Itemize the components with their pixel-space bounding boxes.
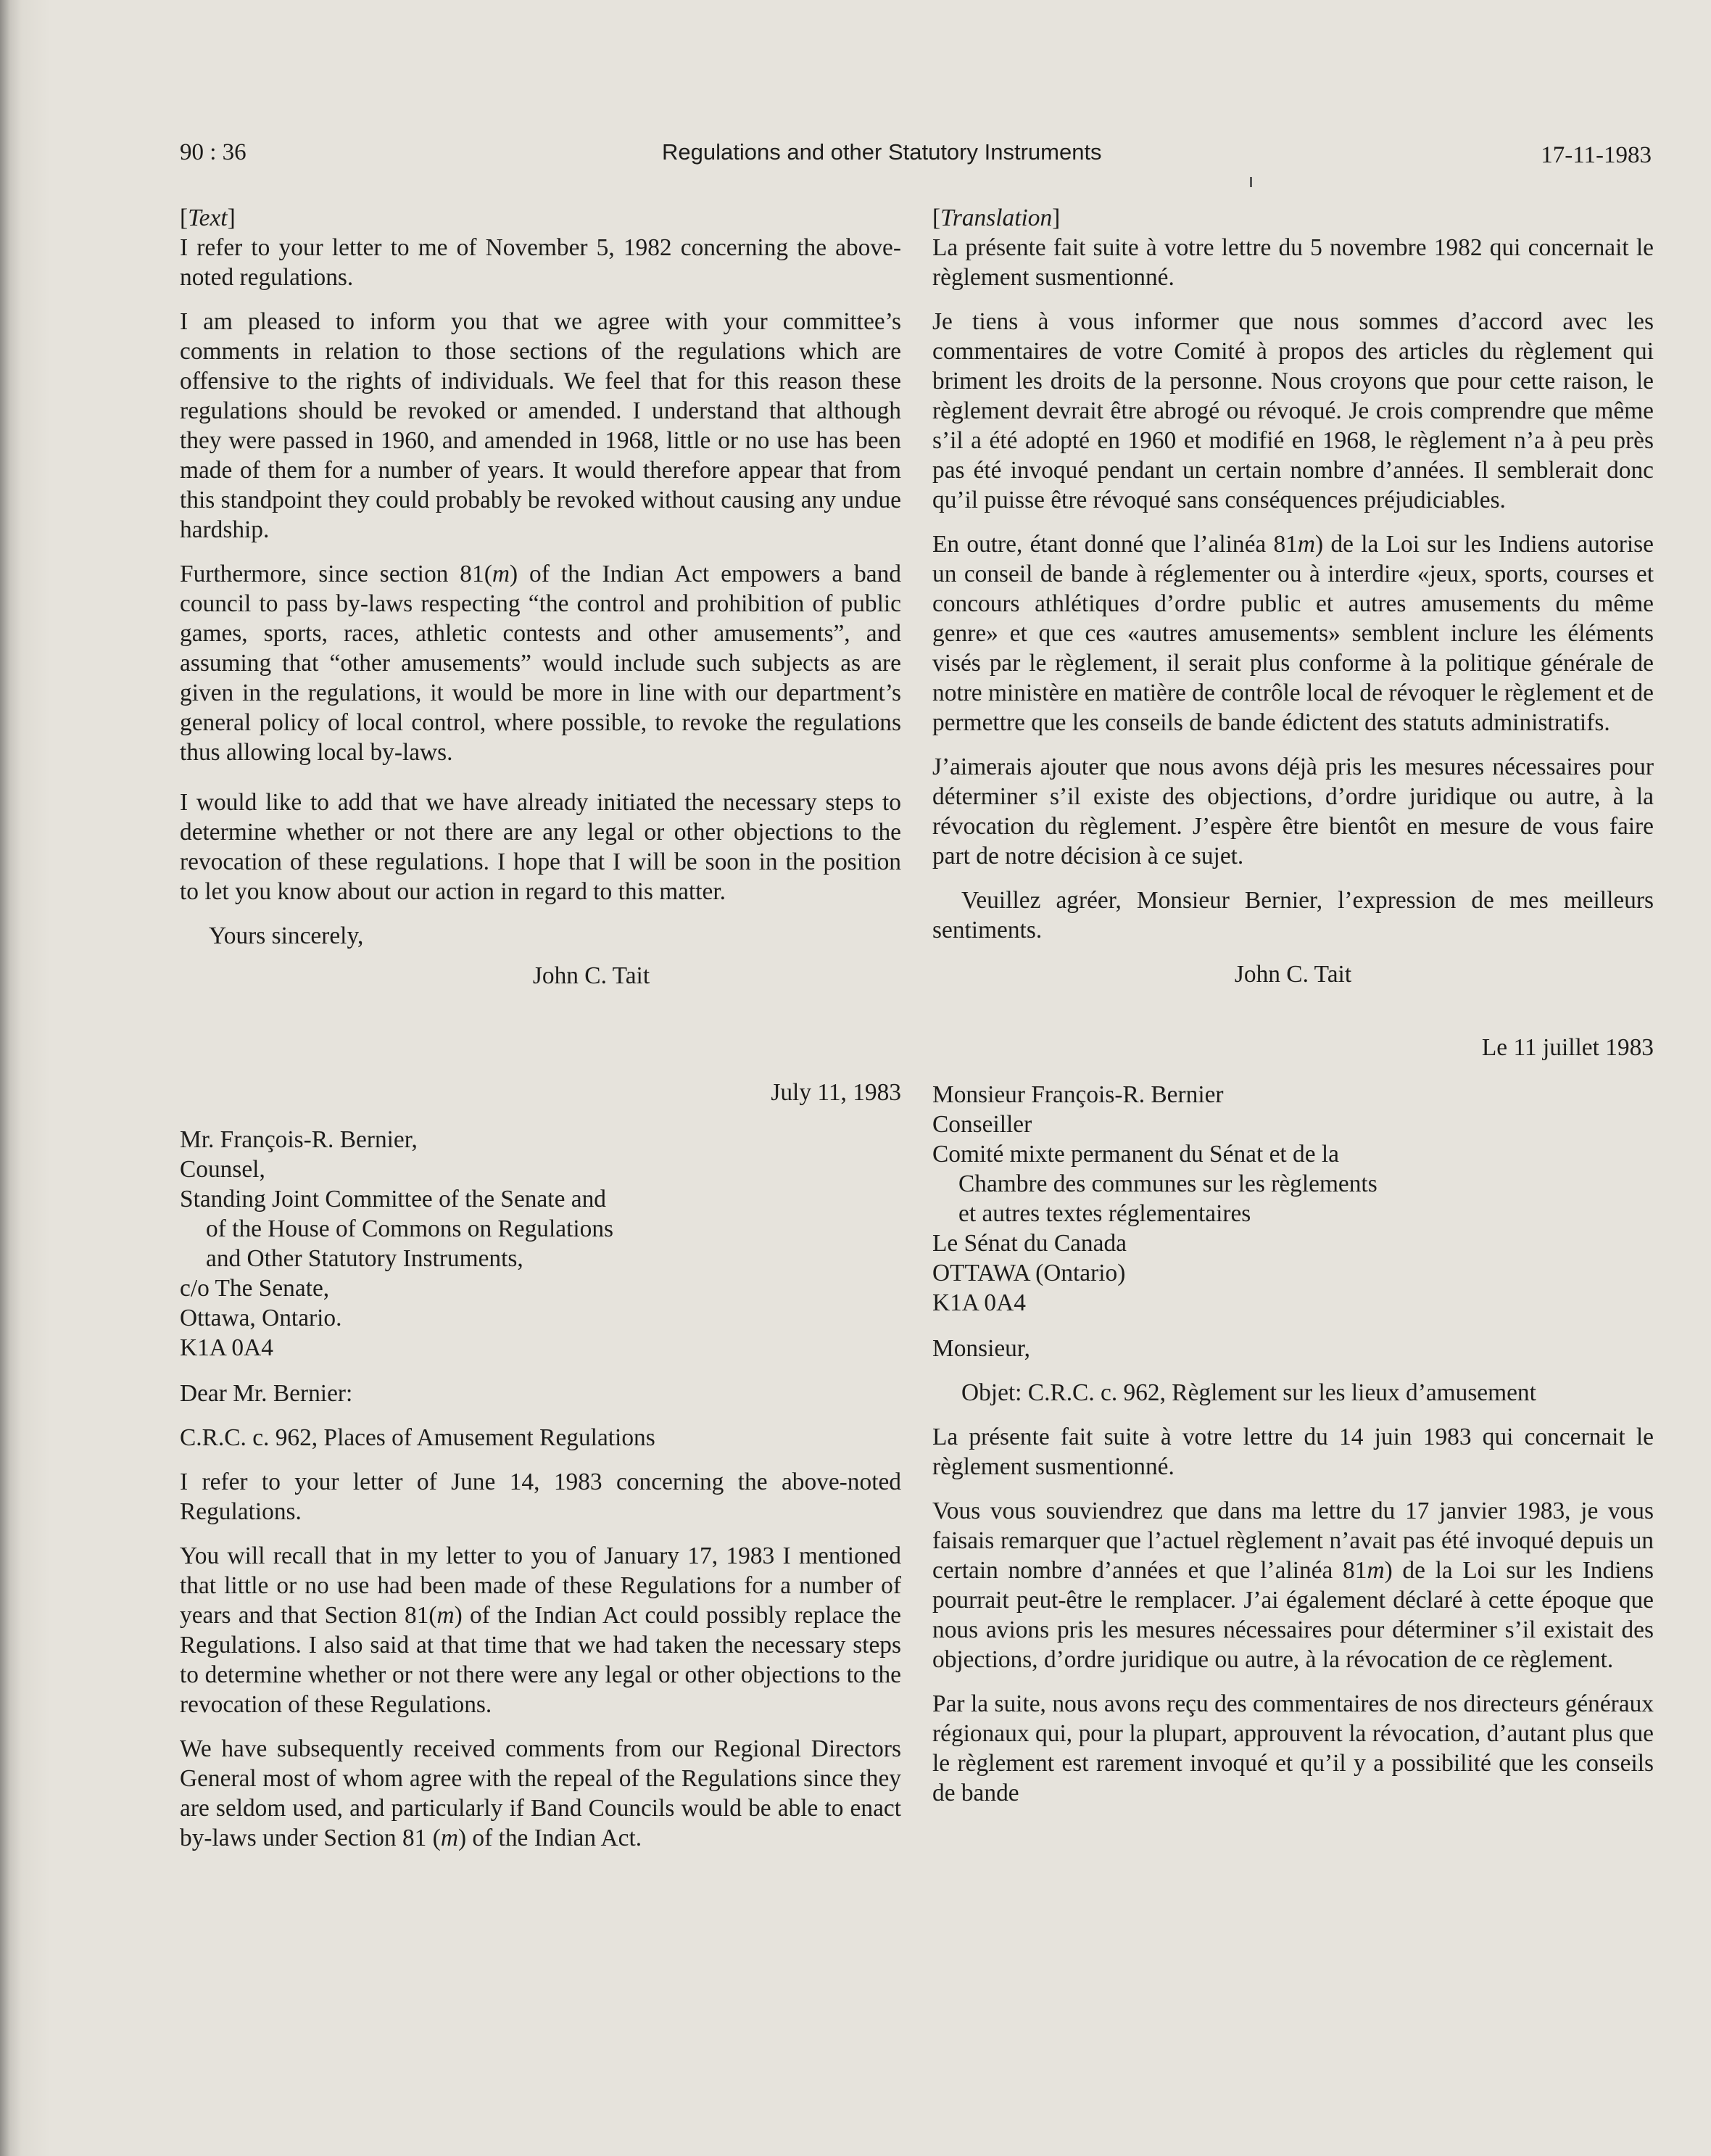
paragraph: La présente fait suite à votre lettre du 5 novembre 1982 qui concernait le règlement susmentionné. bbox=[932, 234, 1654, 291]
address-block: Monsieur François-R. Bernier Conseiller Comité mixte permanent du Sénat et de la Chambre des communes sur les règlements et autres textes réglementaires Le Sénat du Canada OTTAWA (Ontario) K1A 0A4 bbox=[932, 1081, 1378, 1316]
english-column bbox=[180, 203, 901, 1867]
section-heading: [Translation] bbox=[932, 205, 1061, 231]
publication-title: Regulations and other Statutory Instruments bbox=[662, 139, 1102, 165]
header-mark bbox=[1250, 177, 1252, 187]
paragraph: Furthermore, since section 81(m) of the Indian Act empowers a band council to pass by-laws respecting “the control and prohibition of public games, sports, races, athletic contests and other amusements”, and assuming that “other amusements” would include such subjects as are given in the regulations, it would be more in line with our department’s general policy of local control, where possible, to revoke the regulations thus allowing local by-laws. bbox=[180, 561, 901, 766]
paragraph: I am pleased to inform you that we agree with your committee’s comments in relation to those sections of the regulations which are offensive to the rights of individuals. We feel that for this reason these regulations should be revoked or amended. I understand that although they were passed in 1960, and amended in 1968, little or no use has been made of them for a number of years. It would therefore appear that from this standpoint they could probably be revoked without causing any undue hardship. bbox=[180, 308, 901, 543]
letter-date: Le 11 juillet 1983 bbox=[1481, 1034, 1654, 1061]
issue-date: 17-11-1983 bbox=[1541, 142, 1652, 168]
paragraph: En outre, étant donné que l’alinéa 81m) de la Loi sur les Indiens autorise un conseil de bande à réglementer ou à interdire «jeux, sports, courses et concours athlétiques d’ordre public et autres amusements du même genre» et que ces «autres amusements» semblent inclure les éléments visés par le règlement, il serait plus conforme à la politique générale de notre ministère en matière de contrôle local de révoquer le règlement et de permettre que les conseils de bande édictent des statuts administratifs. bbox=[932, 531, 1654, 736]
paragraph: Vous vous souviendrez que dans ma lettre du 17 janvier 1983, je vous faisais remarquer que l’actuel règlement n’avait pas été invoqué depuis un certain nombre d’années et que l’alinéa 81m) de la Loi sur les Indiens pourrait peut-être le remplacer. J’ai également déclaré à cette époque que nous avions pris les mesures nécessaires pour déterminer s’il existait des objections, d’ordre juridique ou autre, à la révocation de ce règlement. bbox=[932, 1498, 1654, 1673]
section-heading: [Text] bbox=[180, 205, 236, 231]
paragraph: I refer to your letter of June 14, 1983 concerning the above-noted Regulations. bbox=[180, 1469, 901, 1525]
paragraph: I would like to add that we have already initiated the necessary steps to determine whether or not there are any legal or other objections to the revocation of these regulations. I hope that I will be soon in the position to let you know about our action in regard to this matter. bbox=[180, 789, 901, 905]
page-header bbox=[180, 139, 1652, 175]
paragraph: I refer to your letter to me of November 5, 1982 concerning the above-noted regulations. bbox=[180, 234, 901, 291]
salutation: Dear Mr. Bernier: bbox=[180, 1380, 353, 1407]
subject-line: C.R.C. c. 962, Places of Amusement Regulations bbox=[180, 1424, 655, 1451]
paragraph: J’aimerais ajouter que nous avons déjà pris les mesures nécessaires pour déterminer s’il existe des objections, d’ordre juridique ou autre, à la révocation du règlement. J’espère être bientôt en mesure de vous faire part de notre décision à ce sujet. bbox=[932, 753, 1654, 870]
page-number: 90 : 36 bbox=[180, 139, 246, 165]
closing: Veuillez agréer, Monsieur Bernier, l’expression de mes meilleurs sentiments. bbox=[932, 887, 1654, 943]
salutation: Monsieur, bbox=[932, 1335, 1030, 1362]
paragraph: La présente fait suite à votre lettre du 14 juin 1983 qui concernait le règlement susmentionné. bbox=[932, 1424, 1654, 1480]
address-block: Mr. François-R. Bernier, Counsel, Standing Joint Committee of the Senate and of the House of Commons on Regulations and Other Statutory Instruments, c/o The Senate, Ottawa, Ontario. K1A 0A4 bbox=[180, 1126, 614, 1361]
page-binding-edge bbox=[0, 0, 51, 2156]
subject-line: Objet: C.R.C. c. 962, Règlement sur les lieux d’amusement bbox=[961, 1379, 1536, 1406]
paragraph: Je tiens à vous informer que nous sommes d’accord avec les commentaires de votre Comité à propos des articles du règlement qui briment les droits de la personne. Nous croyons que pour cette raison, le règlement devrait être abrogé ou révoqué. Je crois comprendre que même s’il a été adopté en 1960 et modifié en 1968, le règlement n’a à peu près pas été invoqué pendant un certain nombre d’années. Il semblerait donc qu’il puisse être révoqué sans conséquences préjudiciables. bbox=[932, 308, 1654, 513]
paragraph: Par la suite, nous avons reçu des commentaires de nos directeurs généraux régionaux qui, pour la plupart, approuvent la révocation, d’autant plus que le règlement est rarement invoqué et qu’il y a possibilité que les conseils de bande bbox=[932, 1690, 1654, 1806]
paragraph: We have subsequently received comments from our Regional Directors General most of whom agree with the repeal of the Regulations since they are seldom used, and particularly if Band Councils would be able to enact by-laws under Section 81 (m) of the Indian Act. bbox=[180, 1735, 901, 1851]
french-column bbox=[932, 203, 1654, 1822]
paragraph: You will recall that in my letter to you of January 17, 1983 I mentioned that little or no use had been made of these Regulations for a number of years and that Section 81(m) of the Indian Act could possibly replace the Regulations. I also said at that time that we had taken the necessary steps to determine whether or not there were any legal or other objections to the revocation of these Regulations. bbox=[180, 1542, 901, 1718]
letter-date: July 11, 1983 bbox=[771, 1079, 901, 1106]
signature: John C. Tait bbox=[1234, 961, 1352, 988]
closing: Yours sincerely, bbox=[209, 922, 364, 949]
signature: John C. Tait bbox=[532, 962, 650, 989]
